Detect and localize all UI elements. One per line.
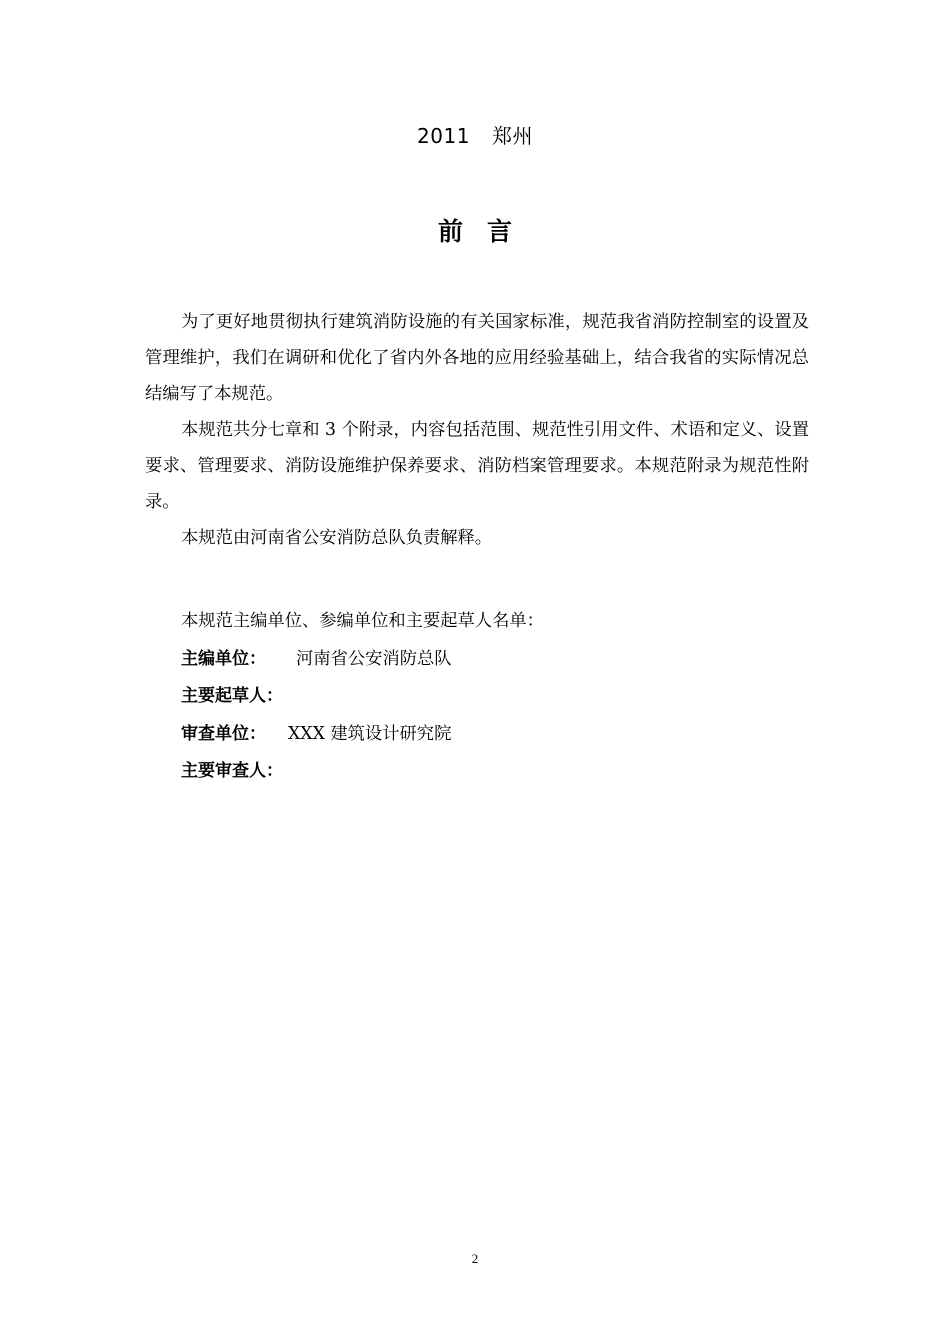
city-text: 郑州 (491, 124, 533, 148)
chief-editor-value: 河南省公安消防总队 (296, 648, 452, 669)
preface-paragraph-1: 为了更好地贯彻执行建筑消防设施的有关国家标准，规范我省消防控制室的设置及管理维护，我们在调研和优化了省内外各地的应用经验基础上，结合我省的实际情况总结编写了本规范。 (145, 312, 809, 404)
drafters-label: 主要起草人： (181, 686, 283, 706)
section-heading-preface: 前言 (437, 217, 536, 246)
preface-body (145, 304, 809, 556)
chief-editor-row (145, 641, 809, 679)
page-number: 2 (471, 1251, 479, 1266)
reviewer-value: XXX 建筑设计研究院 (288, 723, 452, 744)
reviewer-row (145, 716, 809, 754)
preface-paragraph-2: 本规范共分七章和 3 个附录，内容包括范围、规范性引用文件、术语和定义、设置要求、管理要求、消防设施维护保养要求、消防档案管理要求。本规范附录为规范性附录。 (145, 420, 809, 512)
preface-paragraph-3: 本规范由河南省公安消防总队负责解释。 (181, 528, 493, 548)
credits-section (145, 603, 809, 791)
chief-reviewers-label: 主要审查人： (181, 761, 283, 781)
reviewer-label: 审查单位： (181, 723, 266, 744)
year-text: 2011 (417, 124, 470, 148)
document-year-location (0, 122, 950, 150)
chief-editor-label: 主编单位： (181, 648, 266, 669)
chief-reviewers-row (145, 753, 809, 791)
credits-intro: 本规范主编单位、参编单位和主要起草人名单： (181, 611, 544, 631)
drafters-row (145, 678, 809, 716)
